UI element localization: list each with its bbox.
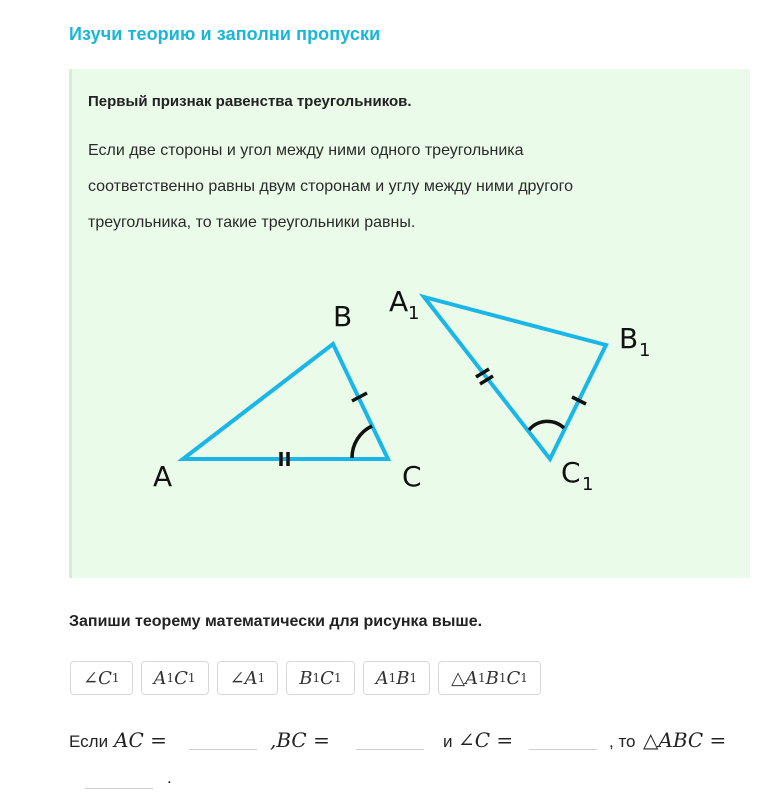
blank-triangle[interactable] [85,764,153,789]
option-text: ∠A [229,667,258,689]
blank-angle-c[interactable] [529,725,597,750]
task-title: Запиши теорему математически для рисунка выше. [69,613,483,630]
label-a1: A [389,285,409,318]
option-triangle-a1b1c1[interactable] [438,661,541,695]
theory-title: Первый признак равенства треугольников. [88,93,412,110]
answer-options [70,661,541,695]
option-sub: 1 [333,671,342,685]
option-sub: 1 [187,671,196,685]
option-a1b1[interactable] [363,661,431,695]
option-text: C [320,667,334,689]
option-text: C [506,667,521,689]
angle-arc-c1 [529,421,564,430]
option-angle-c1[interactable] [70,661,133,695]
option-text: A [153,667,167,689]
option-sub: 1 [166,671,175,685]
label-a: A [153,460,173,493]
option-sub: 1 [257,671,266,685]
option-sub: 1 [409,671,418,685]
option-sub: 1 [111,671,120,685]
option-text: △A [451,667,478,689]
label-b1: B [619,322,639,355]
sentence-then: , то [609,732,636,751]
sentence-and: и [443,732,453,751]
option-text: B [396,667,410,689]
option-text: B [299,667,313,689]
label-b: B [333,300,353,333]
sentence-triangle-abc: △ABC = [643,728,727,752]
sentence-angle-c: ∠C = [458,728,514,752]
option-angle-a1[interactable] [217,661,279,695]
label-c1: C [561,456,581,489]
triangle-a1b1c1 [424,297,606,459]
sentence-end: . [167,768,172,787]
option-text: ∠C [83,667,112,689]
triangles-figure [70,270,690,500]
label-b1-sub: 1 [639,340,651,361]
blank-ac[interactable] [189,725,257,750]
option-a1c1[interactable] [141,661,209,695]
option-text: A [375,667,389,689]
option-sub: 1 [498,671,507,685]
page-title: Изучи теорию и заполни пропуски [69,24,381,44]
option-sub: 1 [388,671,397,685]
label-a1-sub: 1 [408,303,420,324]
option-sub: 1 [520,671,528,685]
theory-line: соответственно равны двум сторонам и углу между ними другого [88,178,574,195]
theory-line: треугольника, то такие треугольники равны. [88,214,416,231]
sentence-bc: ,BC = [270,728,330,752]
option-sub: 1 [312,671,321,685]
label-c1-sub: 1 [582,474,594,495]
label-c: C [402,460,422,493]
theory-line: Если две стороны и угол между ними одного треугольника [88,142,524,159]
sentence-if: Если [69,732,109,751]
option-b1c1[interactable] [286,661,354,695]
theory-text [88,133,688,241]
sentence-ac: AC = [114,728,167,752]
blank-bc[interactable] [356,725,424,750]
option-text: B [485,667,499,689]
angle-arc-c [352,426,372,458]
option-text: C [174,667,188,689]
option-sub: 1 [477,671,486,685]
